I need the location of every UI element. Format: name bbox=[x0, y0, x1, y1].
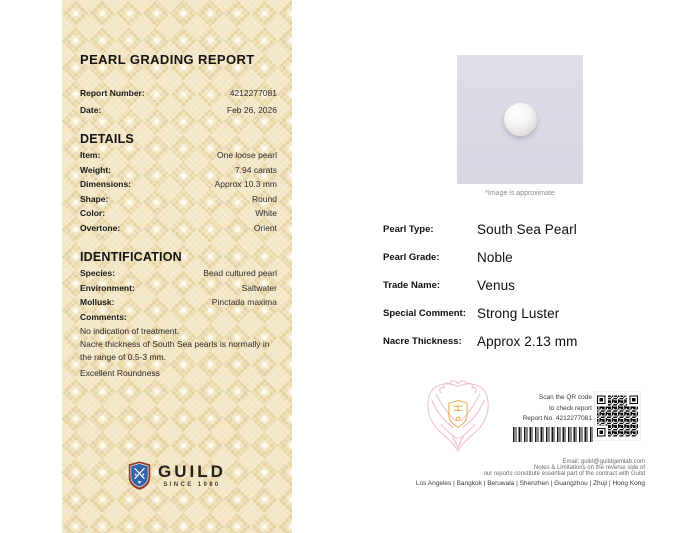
detail-label: Shape: bbox=[80, 193, 109, 204]
photo-caption: *Image is approximate bbox=[485, 190, 555, 197]
attribute-value: South Sea Pearl bbox=[477, 221, 577, 237]
qr-instruction-line: Scan the QR code bbox=[538, 394, 592, 401]
attribute-row bbox=[383, 299, 577, 327]
footer-email: Email: guild@guildgemlab.com bbox=[562, 459, 645, 465]
detail-label: Color: bbox=[80, 208, 106, 218]
attribute-label: Pearl Type: bbox=[383, 223, 434, 235]
detail-value: Round bbox=[251, 193, 277, 204]
detail-label: Weight: bbox=[80, 164, 112, 175]
report-number-row bbox=[80, 85, 277, 102]
detail-row bbox=[80, 206, 277, 221]
qr-code bbox=[594, 391, 641, 441]
identification-label: Mollusk: bbox=[80, 297, 115, 307]
date-label: Date: bbox=[80, 105, 102, 115]
roundness-note: Excellent Roundness bbox=[80, 368, 160, 378]
comment-line: No indication of treatment. bbox=[80, 326, 180, 336]
footer-notes-line: Notes & Limitations on the reverse side of bbox=[533, 465, 645, 472]
details-heading: DETAILS bbox=[80, 132, 134, 146]
pearl-image bbox=[504, 103, 537, 136]
identification-row bbox=[80, 295, 277, 310]
attribute-row bbox=[383, 243, 577, 271]
report-date-row bbox=[80, 102, 277, 119]
attribute-label: Special Comment: bbox=[383, 307, 466, 319]
report-meta bbox=[80, 85, 277, 119]
guild-tagline: SINCE 1980 bbox=[163, 481, 221, 488]
identification-row bbox=[80, 266, 277, 281]
comments-text bbox=[80, 325, 274, 364]
attribute-label: Nacre Thickness: bbox=[383, 335, 462, 347]
qr-report-number: Report No. 4212277081 bbox=[522, 415, 592, 423]
detail-value: Orient bbox=[253, 222, 277, 233]
detail-row bbox=[80, 163, 277, 178]
report-number-value: 4212277081 bbox=[229, 88, 277, 98]
footer-notes-line: our reports constitute essential part of the contract with Guild bbox=[483, 471, 645, 478]
detail-value: One loose pearl bbox=[216, 150, 277, 160]
identification-row bbox=[80, 281, 277, 296]
detail-label: Dimensions: bbox=[80, 179, 132, 189]
identification-value: Pinctada maxima bbox=[211, 297, 277, 307]
identification-label: Species: bbox=[80, 268, 115, 278]
detail-label: Overtone: bbox=[80, 222, 121, 233]
certificate-panel bbox=[62, 0, 292, 533]
guild-logo-text bbox=[158, 463, 226, 489]
attribute-row bbox=[383, 327, 577, 355]
eagle-stamp-icon bbox=[422, 378, 494, 454]
identification-label: Environment: bbox=[80, 282, 135, 293]
comment-line: Nacre thickness of South Sea pearls is normally in the range of 0.5-3 mm. bbox=[80, 339, 270, 362]
detail-value: White bbox=[255, 208, 277, 218]
attribute-label: Pearl Grade: bbox=[383, 251, 440, 263]
detail-label: Item: bbox=[80, 150, 101, 160]
detail-row bbox=[80, 177, 277, 192]
detail-row bbox=[80, 148, 277, 163]
identification-rows bbox=[80, 266, 277, 310]
attribute-value: Venus bbox=[477, 277, 516, 293]
identification-heading: IDENTIFICATION bbox=[80, 250, 182, 264]
certificate-title: PEARL GRADING REPORT bbox=[80, 52, 255, 67]
qr-instruction-line: to check report bbox=[549, 404, 592, 412]
guild-name: GUILD bbox=[158, 461, 226, 481]
detail-row bbox=[80, 221, 277, 236]
detail-value: 7.94 carats bbox=[234, 164, 277, 175]
detail-value: Approx 10.3 mm bbox=[214, 179, 277, 189]
attribute-value: Strong Luster bbox=[477, 305, 560, 321]
attribute-row bbox=[383, 215, 577, 243]
attribute-value: Approx 2.13 mm bbox=[477, 333, 578, 349]
date-value: Feb 26, 2026 bbox=[226, 105, 277, 115]
pearl-attributes bbox=[383, 215, 577, 355]
comments-label: Comments: bbox=[80, 312, 127, 322]
attribute-label: Trade Name: bbox=[383, 279, 441, 291]
barcode bbox=[513, 427, 593, 442]
guild-shield-icon bbox=[128, 460, 151, 491]
guild-logo bbox=[62, 460, 292, 491]
identification-value: Saltwater bbox=[241, 282, 277, 293]
attribute-value: Noble bbox=[477, 249, 513, 265]
details-rows bbox=[80, 148, 277, 235]
report-footer bbox=[416, 459, 645, 488]
footer-cities: Los Angeles | Bangkok | Beruwala | Shenzhen | Guangzhou | Zhuji | Hong Kong bbox=[415, 479, 645, 487]
report-number-label: Report Number: bbox=[80, 88, 145, 98]
attribute-row bbox=[383, 271, 577, 299]
identification-value: Bead cultured pearl bbox=[203, 268, 277, 278]
pearl-photo bbox=[457, 55, 583, 184]
qr-instructions bbox=[523, 393, 592, 425]
detail-row bbox=[80, 192, 277, 207]
